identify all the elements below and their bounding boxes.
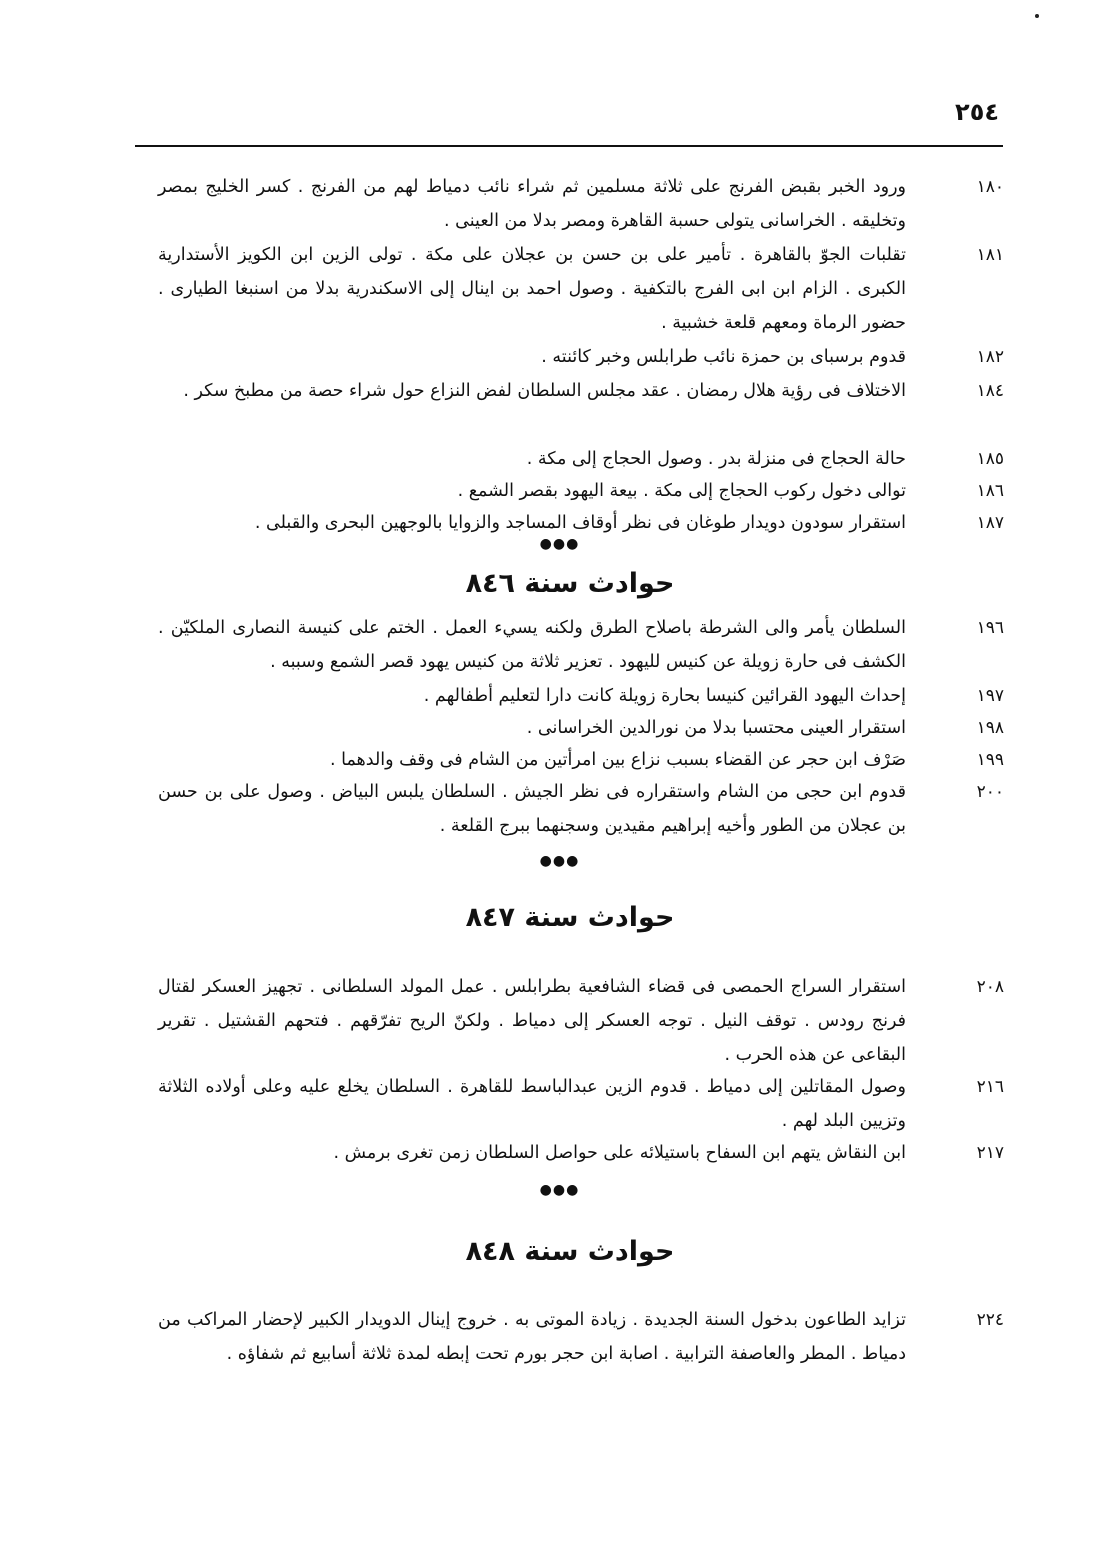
entry-text: صَرْف ابن حجر عن القضاء بسبب نزاع بين امرأتين من الشام فى وقف والدهما . [329,750,906,770]
entry-text: استقرار السراج الحمصى فى قضاء الشافعية بطرابلس . عمل المولد السلطانى . تجهيز العسكر لقتال فرنج رودس . توقف النيل . توجه العسكر إلى دمياط . ولكنّ الريح تفرّقهم . فتحهم القشتيل . تقرير البقاعى عن هذه الحرب . [158,977,906,1065]
section-heading: حوادث سنة ٨٤٨ [465,1236,675,1267]
entry-number: ١٨٠ [976,177,1004,197]
entry-number: ٢٢٤ [976,1310,1004,1330]
header-rule [135,145,1003,147]
entry-text: ابن النقاش يتهم ابن السفاح باستيلائه على حواصل السلطان زمن تغرى برمش . [333,1143,906,1163]
entry [0,170,1119,238]
entry-number: ١٨٥ [976,449,1004,469]
entry-number: ١٩٨ [976,718,1004,738]
entry-number: ١٩٩ [976,750,1004,770]
entry-number: ١٨٢ [976,347,1004,367]
entry-number: ٢١٦ [976,1077,1004,1097]
entry [0,474,1119,506]
entry-number: ١٨٧ [976,513,1004,533]
entry-text: قدوم ابن حجى من الشام واستقراره فى نظر الجيش . السلطان يلبس البياض . وصول على بن حسن بن عجلان من الطور وأخيه إبراهيم مقيدين وسجنهما ببرج القلعة . [158,782,906,836]
entry-text: استقرار العينى محتسبا بدلا من نورالدين الخراسانى . [526,718,906,738]
entry-text: وصول المقاتلين إلى دمياط . قدوم الزين عبدالباسط للقاهرة . السلطان يخلع عليه وعلى أولاده الثلاثة وتزيين البلد لهم . [158,1077,906,1131]
entry [0,374,1119,442]
section-divider: ●●● [539,853,580,869]
entry [0,711,1119,743]
entry [0,442,1119,474]
entry-number: ٢٠٨ [976,977,1004,997]
entry-text: ورود الخبر بقبض الفرنج على ثلاثة مسلمين ثم شراء نائب دمياط لهم من الفرنج . كسر الخليج بمصر وتخليقه . الخراسانى يتولى حسبة القاهرة ومصر بدلا من العينى . [158,177,906,231]
entry-number: ١٩٦ [976,618,1004,638]
entry [0,970,1119,1070]
entry-number: ٢١٧ [976,1143,1004,1163]
entry-text: قدوم برسباى بن حمزة نائب طرابلس وخبر كائنته . [541,347,906,367]
scan-speck [1035,14,1039,18]
entries-list [0,170,1119,538]
entries-list [0,611,1119,843]
entry [0,1070,1119,1136]
entry-number: ١٨٤ [976,381,1004,401]
entry [0,1303,1119,1405]
section-divider: ●●● [539,1182,580,1198]
entry [0,340,1119,374]
entry-text: السلطان يأمر والى الشرطة باصلاح الطرق ولكنه يسيء العمل . الختم على كنيسة النصارى الملكيّن . الكشف فى حارة زويلة عن كنيس لليهود . تعزير ثلاثة من كنيس يهود قصر الشمع وسببه . [158,618,906,672]
entries-list [0,1303,1119,1405]
entry-text: تقلبات الجوّ بالقاهرة . تأمير على بن حسن بن عجلان على مكة . تولى الزين ابن الكويز الأستدارية الكبرى . الزام ابن ابى الفرج بالتكفية . وصول احمد بن اينال إلى الاسكندرية بدلا من اسنبغا الطيارى . حضور الرماة ومعهم قلعة خشبية . [158,245,906,333]
section-heading: حوادث سنة ٨٤٧ [465,902,675,933]
entry-text: تزايد الطاعون بدخول السنة الجديدة . زيادة الموتى به . خروج إينال الدويدار الكبير لإحضار المراكب من دمياط . المطر والعاصفة الترابية . اصابة ابن حجر بورم تحت إبطه لمدة ثلاثة أسابيع ثم شفاؤه . [158,1310,906,1364]
entry-text: استقرار سودون دويدار طوغان فى نظر أوقاف المساجد والزوايا بالوجهين البحرى والقبلى . [254,513,906,533]
entry [0,743,1119,775]
entry [0,1136,1119,1170]
section-heading: حوادث سنة ٨٤٦ [465,568,675,599]
entry-number: ٢٠٠ [976,782,1004,802]
entries-list [0,970,1119,1170]
entry-number: ١٨١ [976,245,1004,265]
entry-text: إحداث اليهود القرائين كنيسا بحارة زويلة كانت دارا لتعليم أطفالهم . [423,686,906,706]
entry-number: ١٨٦ [976,481,1004,501]
entry [0,238,1119,340]
entry [0,775,1119,843]
page-number: ٢٥٤ [955,98,999,126]
entry-text: حالة الحجاج فى منزلة بدر . وصول الحجاج إلى مكة . [526,449,906,469]
section-divider: ●●● [539,536,580,552]
entry [0,506,1119,538]
entry-text: الاختلاف فى رؤية هلال رمضان . عقد مجلس السلطان لفض النزاع حول شراء حصة من مطبخ سكر . [183,381,906,401]
entry [0,679,1119,711]
entry-number: ١٩٧ [976,686,1004,706]
entry [0,611,1119,679]
entry-text: توالى دخول ركوب الحجاج إلى مكة . بيعة اليهود بقصر الشمع . [457,481,906,501]
